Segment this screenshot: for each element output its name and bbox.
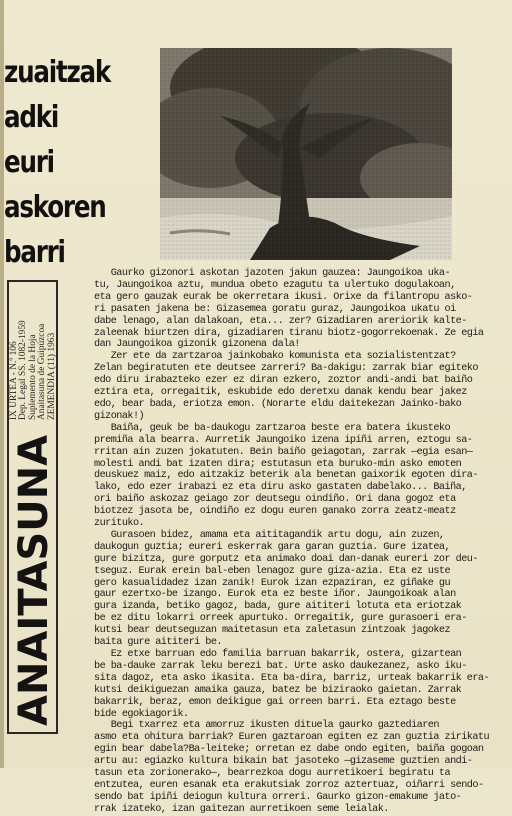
article-line: daukogun guztia; eureri eskerrak gara garan guztia. Gure izatea, — [94, 541, 451, 553]
article-line: entzutea, euren esanak eta erakutsiak zorroz aztertuaz, oiñarri sendo- — [94, 779, 484, 791]
article-line: Gurasoen bidez, amama eta aititagandik artu dogu, ain zuzen, — [94, 529, 445, 541]
headline-line: adki — [4, 100, 59, 135]
meta-line: IX URTEA - N.º 106 — [9, 341, 19, 420]
article-line: be ba-dauke zarrak leku berezi bat. Urte asko daukezanez, asko iku- — [94, 660, 467, 672]
meta-line: Dep. Legal SS. 1082-1959 — [18, 320, 29, 420]
article-line: Zer ete da zartzaroa jainkobako komunista eta sozialistentzat? — [94, 351, 456, 363]
article-line: dabe lenago, alan dalakoan, eta... zer? Gizadiaren areriorik kalte- — [94, 315, 467, 327]
headline-line: barri — [4, 235, 65, 270]
article-line: gizonak!) — [94, 410, 145, 422]
article-line: artu au: egiazko kultura bikain bat jasoteko —gizaseme guztien andi- — [94, 756, 473, 768]
article-line: Gaurko gizonori askotan jazoten jakun gauzea: Jaungoikoa uka- — [94, 268, 451, 279]
article-line: edo, bear bada, eriotza emon. (Norarte eldu daitekezan Jainko-bako — [94, 398, 462, 410]
article-line: gaur ezertxo-be izango. Eurok eta ez beste iñor. Jaungoikoak alan — [94, 589, 456, 601]
meta-line: Suplemento de la Hoja — [27, 334, 38, 420]
article-line: lako, edo ezer irabazi ez eta diru asko gastaten dabelako... Baiña, — [94, 482, 467, 494]
article-line: egin bear dabela?Ba-leiteke; orretan ez dabe ondo egiten, baiña gogoan — [94, 744, 484, 756]
article-line: zaleenak biurtzen dira, gizadiaren tiranu biotz-gogorrekoenak. Ze egia — [94, 327, 484, 339]
article-line: dan Jaungoikoa gizonik gizonena dala! — [94, 339, 300, 351]
article-line: bide egokiagorik. — [94, 708, 189, 720]
tree-photo-image — [160, 48, 452, 260]
article-line: deuskuez maiz, edo aitzakiz beterik ala benetan gaixorik egoten dira- — [94, 470, 478, 482]
article-line: molesti andi bat izaten dira; estutasun eta buruko-min asko emoten — [94, 458, 462, 470]
article-line: kutsi deikiguezan amaika gauza, batez be biziraoko gaietan. Zarrak — [94, 684, 462, 696]
article-line: Ez etxe barruan edo familia barruan bakarrik, ostera, gizartean — [94, 649, 462, 660]
article-line: tseguz. Eurak erein bal-eben lenagoz gure giza-azia. Eta ez uste — [94, 565, 451, 577]
article-line: eztira eta, orregaitik, eskubide edo deretxu danak kendu bear jakez — [94, 387, 467, 399]
tree-photo — [160, 48, 452, 260]
article-line: ri pasaten jakena be: Gizasemea goratu guraz, Jaungoikoa ukatu oi — [94, 303, 456, 315]
article-line: Zelan begiratuten ete deutsee zarreri? Ba-dakigu: zarrak biar egiteko — [94, 363, 478, 375]
article-line: eta gero gauzak eurak be okerretara ikusi. Orixe da filantropu asko- — [94, 291, 473, 303]
article-line: rrak izateko, izan gaitezan aurretikoen seme leialak. — [94, 803, 389, 815]
meta-line: Anaitasuna de Guipúzcoa — [37, 323, 48, 420]
headline-line: euri — [4, 145, 54, 180]
article-line: be ez ditu lokarri orreek apurtuko. Orregaitik, gure gurasoeri era- — [94, 613, 467, 625]
article-line: Begi txarrez eta amorruz ikusten dituela gaurko gaztediaren — [94, 720, 439, 732]
article-line: asmo eta ohitura barriak? Euren gaztaroan egiten ez zan guztia zirikatu — [94, 732, 490, 744]
article-line: premiña ala bearra. Aurretik Jaungoiko izena ipiñi arren, eztogu sa- — [94, 434, 473, 446]
article-line: tu, Jaungoikoa aztu, mundua obeto ezagutu ta ulertuko dogulakoan, — [94, 279, 456, 291]
article-body — [94, 268, 490, 816]
article-line: edo diru irabazteko ezer ez diran ezkero, zoztor andi-andi bat baiño — [94, 375, 473, 387]
article-line: gura izanda, betiko gagoz, bada, gure aititeri lotuta eta eriotzak — [94, 601, 462, 613]
article-line: gero kasualidadez izan zanik! Eurok izan ezpaziran, ez giñake gu — [94, 577, 451, 589]
article-line: biotzez jasota be, oindiño ez dogu euren ganako zorra zeatz-meatz — [94, 506, 456, 518]
publication-meta — [10, 290, 62, 420]
article-line: Baiña, geuk be ba-daukogu zartzaroa beste era batera ikusteko — [94, 422, 451, 434]
masthead — [11, 434, 57, 726]
article-line: baita gure aititeri be. — [94, 637, 222, 649]
article-line: sita dagoz, eta asko ikasita. Eta ba-dira, barriz, urteak bakarrik era- — [94, 672, 490, 684]
article-line: ori baiño askozaz geiago zor deutsegu oindiño. Ori dana gogoz eta — [94, 494, 456, 506]
publication-meta-text — [10, 290, 57, 420]
headline-line: zuaitzak — [4, 55, 111, 90]
article-line: rritan ain zuzen jokatuten. Bein baiño geiagotan, zarrak —egia esan— — [94, 446, 473, 458]
article-line: tasun eta zorionerako—, bearrezkoa dogu aurretikoeri begiratu ta — [94, 768, 451, 780]
article-headline — [4, 50, 111, 275]
meta-line: ZEMENDIA (11) 1963 — [46, 332, 57, 420]
article-line: bakarrik, beraz, emon deikigue gai orreen barri. Eta eztago beste — [94, 696, 456, 708]
headline-line: askoren — [4, 190, 106, 225]
masthead-title: ANAITASUNA — [11, 434, 57, 726]
article-line: kutsi bear deutseguzan maitetasun eta zaletasun zintzoak jagokez — [94, 625, 451, 637]
article-line: zurituko. — [94, 518, 145, 530]
article-line: gure bizitza, gure gorputz eta animako doai dan-danak eureri zor deu- — [94, 553, 478, 565]
article-line: sendo bat ipiñi deiogun kultura orreri. Gaurko gizon-emakume jato- — [94, 791, 462, 803]
